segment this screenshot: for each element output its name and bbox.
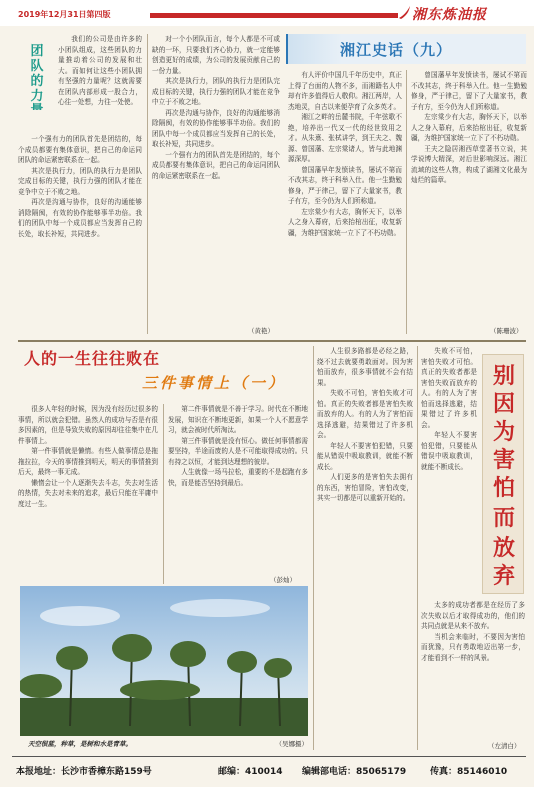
paragraph: 懒惰会让一个人逐渐失去斗志，失去对生活的热情，失去对未来的追求，最后只能在平庸中度过一生。 (18, 478, 158, 508)
paragraph: 人生很多路都是必经之路，绕不过去就要勇敢面对。因为害怕而放弃，很多事情就不会有结果。 (317, 347, 413, 387)
paragraph: 其次是执行力，团队的执行力是团队完成目标的关键，执行力强的团队才能在竞争中立于不败之地。 (18, 166, 142, 196)
series-banner (286, 34, 526, 64)
article2-signature: （彭灿） (270, 576, 296, 584)
article1-title-art (22, 36, 48, 110)
paragraph: 曾国藩早年发愤读书，屡试不第而不改其志，终于科举入仕。他一生勤勉修身，严于律己，留下了大量家书，教子有方，至今仍为人们所称道。 (288, 165, 402, 205)
footer-phone: 编辑部电话：85065179 (302, 767, 407, 777)
paragraph: 很多人年轻的时候，因为没有经历过很多的事情，所以就会犯错。虽然人的成功与否是有很多因素的，但是导致失败的原因却往往集中在几件事情上。 (18, 405, 158, 445)
photo-credit: （吴娜摄） (275, 740, 308, 748)
article1-title (22, 36, 48, 110)
paragraph: 太多的成功者都是在经历了多次失败以后才取得成功的，他们的共同点就是从来不放弃。 (421, 601, 525, 630)
article1-signature: （黄艳） (248, 327, 274, 335)
issue-date: 2019年12月31日第四版 (18, 10, 111, 19)
header-swoosh-icon (398, 4, 412, 20)
paper-name: 湘东炼油报 (412, 7, 487, 23)
landscape-photo (20, 586, 308, 736)
paragraph: 失败不可怕，害怕失败才可怕。真正的失败者都是害怕失败而放弃的人。有的人为了害怕而选择逃避，结果错过了许多机会。 (421, 347, 477, 429)
article3-text-col2b (421, 600, 525, 740)
footer-address: 本报地址：长沙市香樟东路159号 (16, 767, 152, 777)
column-divider (147, 34, 148, 334)
title-char: 因 (492, 391, 516, 417)
column-divider (313, 346, 314, 750)
article2-text-col1 (18, 404, 158, 580)
paragraph: 其次是执行力，团队的执行力是团队完成目标的关键，执行力强的团队才能在竞争中立于不败之地。 (152, 77, 280, 106)
article1-text-col1b (18, 134, 142, 334)
title-char: 别 (492, 363, 516, 389)
column-divider (406, 70, 407, 334)
article3-title-art (483, 355, 525, 595)
page-footer (12, 760, 526, 780)
paragraph: 曾国藩早年发愤读书，屡试不第而不改其志，终于科举入仕。他一生勤勉修身，严于律己，留下了大量家书，教子有方，至今仍为人们所称道。 (411, 71, 527, 111)
banner-decoration (288, 34, 342, 64)
title-char: 放 (492, 535, 516, 561)
paragraph: 再次是沟通与协作，良好的沟通能够消除隔阂，有效的协作能够事半功倍。我们的团队中每一个成员都应当发挥自己的长处，取长补短，共同进步。 (152, 108, 280, 148)
title-char: 为 (492, 419, 516, 445)
footer-fax: 传真：85146010 (430, 767, 508, 777)
article1-text-col1 (58, 34, 142, 132)
title-char: 弃 (492, 563, 516, 589)
article2-title (24, 346, 304, 400)
article3-text-col2a (421, 346, 477, 606)
footer-postcode: 邮编：410014 (218, 767, 283, 777)
photo-illustration (20, 586, 308, 736)
photo-caption-bar (20, 738, 308, 750)
article3-signature: （左清白） (488, 742, 521, 750)
series-text-col2 (411, 70, 527, 332)
title-char: 量 (27, 102, 43, 110)
article2-title-line2: 三件事情上（一） (142, 374, 287, 392)
article1-text-col2 (152, 34, 280, 324)
paragraph: 人生就像一场马拉松，重要的不是起跑有多快，而是能否坚持到最后。 (168, 468, 308, 487)
article3-text-col1 (317, 346, 413, 750)
paragraph: 再次是沟通与协作，良好的沟通能够消除隔阂，有效的协作能够事半功倍。我们的团队中每一个成员都应当发挥自己的长处，取长补短，共同进步。 (18, 198, 142, 238)
paragraph: 左宗棠少有大志，胸怀天下，以举人之身入幕府，后来抬棺出征，收复新疆，为维护国家统一立下了不朽功勋。 (288, 207, 402, 237)
column-divider (417, 346, 418, 750)
paragraph: 一个强有力的团队首先是团结的，每个成员都要有集体意识，把自己的命运同团队的命运紧密联系在一起。 (18, 135, 142, 164)
series-signature: （陈珊波） (490, 327, 523, 335)
footer-divider (12, 756, 526, 757)
article3-title-box (482, 354, 524, 594)
paragraph: 第二件事情就是不善于学习。时代在不断地发展，知识在不断地更新，如果一个人不愿意学习，就会被时代所淘汰。 (168, 405, 308, 434)
title-char: 团 (27, 43, 43, 57)
header-red-bar (150, 13, 398, 18)
paragraph: 一个强有力的团队首先是团结的，每个成员都要有集体意识，把自己的命运同团队的命运紧密联系在一起。 (152, 150, 280, 180)
title-char: 怕 (492, 475, 516, 501)
section-divider (18, 340, 526, 342)
title-char: 力 (27, 88, 43, 102)
title-char: 害 (492, 447, 516, 473)
paragraph: 左宗棠少有大志，胸怀天下，以举人之身入幕府，后来抬棺出征，收复新疆，为维护国家统一立下了不朽功勋。 (411, 113, 527, 142)
paragraph: 有人评价中国几千年历史中，真正上得了台面的人物不多，而湘籍名人中却有许多值得后人敬仰。湘江两岸，人杰地灵，自古以来便孕育了众多英才。 (288, 71, 402, 111)
paragraph: 失败不可怕，害怕失败才可怕。真正的失败者都是害怕失败而放弃的人。有的人为了害怕而选择逃避，结果错过了许多机会。 (317, 389, 413, 439)
paragraph: 湘江之畔的岳麓书院，千年弦歌不绝，培养出一代又一代的经世致用之才。从朱熹、张栻讲学，到王夫之、魏源、曾国藩、左宗棠诸人，皆与此地渊源深厚。 (288, 113, 402, 163)
paragraph: 当机会来临时，不要因为害怕而犹豫，只有勇敢地迈出第一步，才能看到不一样的风景。 (421, 632, 525, 662)
article2-title-line1: 人的一生往往败在 (24, 349, 161, 368)
paragraph: 年轻人不要害怕犯错，只要能从错误中吸取教训，就能不断成长。 (421, 431, 477, 471)
paragraph: 第三件事情就是没有恒心。做任何事情都需要坚持，半途而废的人是不可能取得成功的。只有持之以恒，才能到达理想的彼岸。 (168, 436, 308, 466)
photo-caption: 天空很蓝，种草，是树和水是青草。 (28, 740, 132, 748)
title-char: 而 (492, 505, 516, 531)
paragraph: 年轻人不要害怕犯错，只要能从错误中吸取教训，就能不断成长。 (317, 441, 413, 471)
paragraph: 我们的公司是由许多的小团队组成，这些团队的力量推动着公司的发展和壮大。而如何让这些小团队拥有坚强的力量呢？这就需要在团队内部形成一股合力，心往一处想，力往一处使。 (58, 35, 142, 106)
paragraph: 对一个小团队而言，每个人都是不可或缺的一环，只要我们齐心协力，就一定能够创造更好的成绩，为公司的发展贡献自己的一份力量。 (152, 35, 280, 75)
series-text-col1 (288, 70, 402, 332)
title-char: 队 (27, 58, 43, 72)
article2-text-col2 (168, 404, 308, 580)
column-divider (163, 404, 164, 584)
paragraph: 第一件事情就是懒惰。有些人做事情总是拖拖拉拉，今天的事情推到明天，明天的事情推到后天，最终一事无成。 (18, 447, 158, 476)
paragraph: 人们更多的是害怕失去拥有的东西，害怕冒险，害怕改变，其实一切都是可以重新开始的。 (317, 473, 413, 502)
title-char: 的 (27, 73, 43, 87)
paragraph: 王夫之隐居湘西草堂著书立说，其学说博大精深，对后世影响深远。湘江流域的这些人物，构成了湖湘文化最为灿烂的篇章。 (411, 144, 527, 184)
series-title: 湘江史话（九） (340, 41, 453, 59)
page-header (0, 0, 534, 26)
